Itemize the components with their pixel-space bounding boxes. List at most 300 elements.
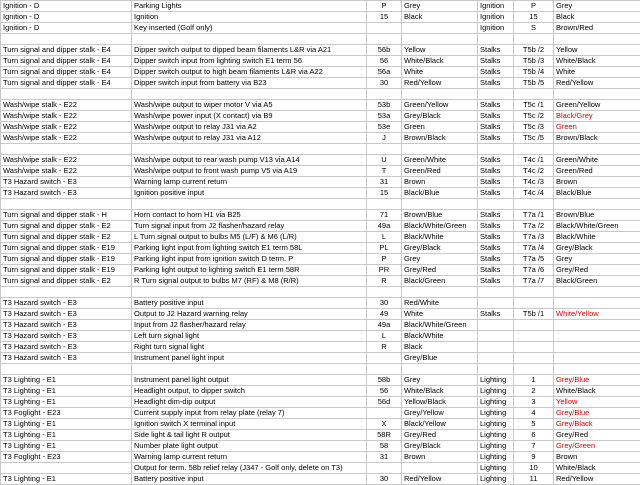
cell-description[interactable]: R Turn signal output to bulbs M7 (RF) & M8 (R/R) — [132, 276, 367, 287]
cell-description[interactable]: Right turn signal light — [132, 342, 367, 353]
cell-terminal[interactable]: 49a — [367, 221, 402, 232]
cell-terminal[interactable]: 56 — [367, 56, 402, 67]
cell-component[interactable]: T3 Lighting - E1 — [1, 397, 132, 408]
cell-pin[interactable]: T7a /6 — [514, 265, 554, 276]
cell-pin-color[interactable]: Grey — [554, 1, 640, 12]
cell-wire-color[interactable]: Grey/Blue — [402, 353, 478, 364]
cell-terminal[interactable]: 53b — [367, 100, 402, 111]
cell-wire-color[interactable]: Green/Yellow — [402, 100, 478, 111]
cell-pin[interactable]: T5c /1 — [514, 100, 554, 111]
cell-wire-color[interactable]: Green/White — [402, 155, 478, 166]
cell-description[interactable]: Parking Lights — [132, 1, 367, 12]
cell-pin-color[interactable]: Grey — [554, 254, 640, 265]
cell-pin-color[interactable]: Black/Green — [554, 276, 640, 287]
cell-description[interactable] — [132, 287, 367, 298]
cell-group[interactable]: Stalks — [478, 45, 514, 56]
cell-wire-color[interactable]: Red/Yellow — [402, 474, 478, 485]
cell-wire-color[interactable]: Brown — [402, 177, 478, 188]
cell-terminal[interactable]: 56a — [367, 67, 402, 78]
cell-group[interactable]: Lighting — [478, 463, 514, 474]
cell-group[interactable]: Stalks — [478, 155, 514, 166]
cell-group[interactable]: Lighting — [478, 430, 514, 441]
cell-wire-color[interactable]: White — [402, 67, 478, 78]
cell-description[interactable]: Dipper switch input from lighting switch E1 term 56 — [132, 56, 367, 67]
cell-description[interactable] — [132, 144, 367, 155]
cell-group[interactable] — [478, 342, 514, 353]
cell-group[interactable]: Stalks — [478, 221, 514, 232]
cell-wire-color[interactable]: Green/Red — [402, 166, 478, 177]
cell-pin-color[interactable]: Red/Yellow — [554, 474, 640, 485]
cell-description[interactable]: L Turn signal output to bulbs M5 (L/F) & M6 (L/R) — [132, 232, 367, 243]
cell-terminal[interactable]: 71 — [367, 210, 402, 221]
cell-component[interactable]: T3 Foglight - E23 — [1, 452, 132, 463]
cell-component[interactable]: T3 Hazard switch - E3 — [1, 177, 132, 188]
cell-terminal[interactable]: 56b — [367, 45, 402, 56]
cell-wire-color[interactable]: Black — [402, 12, 478, 23]
cell-wire-color[interactable]: Grey/Red — [402, 265, 478, 276]
cell-group[interactable] — [478, 89, 514, 100]
cell-component[interactable]: T3 Hazard switch - E3 — [1, 320, 132, 331]
cell-description[interactable]: Headlight output, to dipper switch — [132, 386, 367, 397]
cell-pin[interactable]: 10 — [514, 463, 554, 474]
cell-group[interactable]: Stalks — [478, 100, 514, 111]
cell-wire-color[interactable] — [402, 23, 478, 34]
cell-pin-color[interactable]: Grey/Blue — [554, 375, 640, 386]
cell-pin[interactable]: T4c /2 — [514, 166, 554, 177]
cell-pin[interactable]: T5b /1 — [514, 309, 554, 320]
cell-group[interactable]: Lighting — [478, 386, 514, 397]
cell-pin[interactable]: 11 — [514, 474, 554, 485]
cell-terminal[interactable]: 56d — [367, 397, 402, 408]
cell-component[interactable]: T3 Lighting - E1 — [1, 430, 132, 441]
cell-terminal[interactable]: PR — [367, 265, 402, 276]
cell-pin-color[interactable] — [554, 320, 640, 331]
cell-description[interactable]: Wash/wipe output to wiper motor V via A5 — [132, 100, 367, 111]
cell-pin-color[interactable]: Green/White — [554, 155, 640, 166]
cell-terminal[interactable]: 58 — [367, 441, 402, 452]
cell-wire-color[interactable]: Grey/Black — [402, 111, 478, 122]
cell-wire-color[interactable]: Grey/Black — [402, 243, 478, 254]
cell-pin[interactable]: T7a /1 — [514, 210, 554, 221]
cell-group[interactable]: Ignition — [478, 12, 514, 23]
cell-pin[interactable] — [514, 298, 554, 309]
cell-component[interactable]: Ignition - D — [1, 23, 132, 34]
cell-component[interactable]: Turn signal and dipper stalk - E2 — [1, 276, 132, 287]
cell-wire-color[interactable]: Brown/Black — [402, 133, 478, 144]
cell-component[interactable]: Wash/wipe stalk - E22 — [1, 111, 132, 122]
cell-pin[interactable]: T4c /3 — [514, 177, 554, 188]
cell-terminal[interactable] — [367, 144, 402, 155]
cell-pin-color[interactable]: Grey/Red — [554, 265, 640, 276]
cell-component[interactable]: T3 Lighting - E1 — [1, 474, 132, 485]
cell-group[interactable] — [478, 298, 514, 309]
cell-pin[interactable] — [514, 353, 554, 364]
cell-component[interactable] — [1, 463, 132, 474]
cell-terminal[interactable] — [367, 287, 402, 298]
cell-pin[interactable]: T7a /2 — [514, 221, 554, 232]
cell-pin[interactable] — [514, 331, 554, 342]
cell-pin-color[interactable]: Brown — [554, 177, 640, 188]
cell-pin-color[interactable] — [554, 89, 640, 100]
cell-description[interactable]: Headlight dim-dip output — [132, 397, 367, 408]
cell-wire-color[interactable] — [402, 287, 478, 298]
cell-group[interactable]: Stalks — [478, 232, 514, 243]
cell-pin[interactable]: 6 — [514, 430, 554, 441]
cell-group[interactable]: Stalks — [478, 166, 514, 177]
cell-pin-color[interactable]: Black/Grey — [554, 111, 640, 122]
cell-component[interactable]: Wash/wipe stalk - E22 — [1, 155, 132, 166]
cell-pin[interactable]: T5c /5 — [514, 133, 554, 144]
cell-pin[interactable]: 15 — [514, 12, 554, 23]
cell-wire-color[interactable]: Black/White — [402, 331, 478, 342]
cell-description[interactable]: Ignition — [132, 12, 367, 23]
cell-terminal[interactable]: 53e — [367, 122, 402, 133]
cell-wire-color[interactable] — [402, 364, 478, 375]
cell-pin[interactable] — [514, 199, 554, 210]
cell-pin-color[interactable] — [554, 364, 640, 375]
cell-description[interactable]: Ignition positive input — [132, 188, 367, 199]
cell-wire-color[interactable]: White — [402, 309, 478, 320]
cell-pin[interactable]: T7a /3 — [514, 232, 554, 243]
cell-terminal[interactable]: 15 — [367, 12, 402, 23]
cell-terminal[interactable]: 56 — [367, 386, 402, 397]
cell-pin-color[interactable] — [554, 34, 640, 45]
cell-component[interactable]: T3 Lighting - E1 — [1, 375, 132, 386]
cell-terminal[interactable]: 49a — [367, 320, 402, 331]
cell-pin[interactable]: T5c /3 — [514, 122, 554, 133]
cell-description[interactable]: Instrument panel light input — [132, 353, 367, 364]
cell-pin[interactable] — [514, 342, 554, 353]
cell-pin-color[interactable]: Grey/Black — [554, 243, 640, 254]
cell-component[interactable]: T3 Foglight - E23 — [1, 408, 132, 419]
cell-terminal[interactable] — [367, 364, 402, 375]
cell-pin[interactable]: T4c /1 — [514, 155, 554, 166]
cell-description[interactable]: Number plate light output — [132, 441, 367, 452]
cell-terminal[interactable]: T — [367, 166, 402, 177]
cell-pin[interactable]: T5b /5 — [514, 78, 554, 89]
cell-pin-color[interactable]: Green — [554, 122, 640, 133]
cell-pin-color[interactable]: Grey/Red — [554, 430, 640, 441]
cell-pin-color[interactable]: White/Black — [554, 463, 640, 474]
cell-group[interactable]: Lighting — [478, 408, 514, 419]
cell-wire-color[interactable]: Grey/Black — [402, 441, 478, 452]
cell-pin-color[interactable]: Brown/Blue — [554, 210, 640, 221]
cell-description[interactable]: Parking light input from ignition switch D term. P — [132, 254, 367, 265]
cell-terminal[interactable]: U — [367, 155, 402, 166]
cell-terminal[interactable]: L — [367, 331, 402, 342]
cell-description[interactable]: Dipper switch output to dipped beam filaments L&R via A21 — [132, 45, 367, 56]
cell-pin-color[interactable]: Brown/Black — [554, 133, 640, 144]
cell-wire-color[interactable] — [402, 89, 478, 100]
cell-terminal[interactable]: R — [367, 342, 402, 353]
cell-wire-color[interactable]: Red/Yellow — [402, 78, 478, 89]
cell-wire-color[interactable]: Yellow — [402, 45, 478, 56]
cell-group[interactable]: Stalks — [478, 309, 514, 320]
cell-pin-color[interactable]: Red/Yellow — [554, 78, 640, 89]
cell-group[interactable]: Lighting — [478, 375, 514, 386]
cell-component[interactable]: T3 Hazard switch - E3 — [1, 309, 132, 320]
cell-pin-color[interactable] — [554, 353, 640, 364]
cell-component[interactable]: Wash/wipe stalk - E22 — [1, 122, 132, 133]
cell-pin[interactable]: 7 — [514, 441, 554, 452]
cell-pin[interactable]: 4 — [514, 408, 554, 419]
cell-pin-color[interactable] — [554, 342, 640, 353]
cell-wire-color[interactable]: Brown — [402, 452, 478, 463]
cell-pin-color[interactable]: Brown — [554, 452, 640, 463]
cell-pin-color[interactable] — [554, 144, 640, 155]
cell-group[interactable]: Stalks — [478, 188, 514, 199]
cell-component[interactable] — [1, 144, 132, 155]
cell-wire-color[interactable]: Red/White — [402, 298, 478, 309]
cell-wire-color[interactable]: White/Black — [402, 386, 478, 397]
cell-component[interactable]: Turn signal and dipper stalk - E19 — [1, 254, 132, 265]
cell-pin-color[interactable]: Brown/Red — [554, 23, 640, 34]
cell-description[interactable]: Wash/wipe output to relay J31 via A2 — [132, 122, 367, 133]
cell-wire-color[interactable]: Brown/Blue — [402, 210, 478, 221]
cell-wire-color[interactable] — [402, 144, 478, 155]
cell-wire-color[interactable] — [402, 34, 478, 45]
cell-component[interactable]: Turn signal and dipper stalk - E4 — [1, 56, 132, 67]
cell-description[interactable] — [132, 364, 367, 375]
cell-pin[interactable] — [514, 364, 554, 375]
cell-pin[interactable]: 2 — [514, 386, 554, 397]
cell-pin-color[interactable]: White/Black — [554, 56, 640, 67]
cell-description[interactable]: Side light & tail light R output — [132, 430, 367, 441]
cell-description[interactable] — [132, 199, 367, 210]
cell-wire-color[interactable]: Grey/Yellow — [402, 408, 478, 419]
cell-wire-color[interactable]: Black/White/Green — [402, 320, 478, 331]
cell-description[interactable]: Dipper switch input from battery via B23 — [132, 78, 367, 89]
cell-terminal[interactable] — [367, 23, 402, 34]
cell-description[interactable]: Battery positive input — [132, 298, 367, 309]
cell-description[interactable]: Wash/wipe output to front wash pump V5 via A19 — [132, 166, 367, 177]
cell-group[interactable]: Lighting — [478, 452, 514, 463]
cell-terminal[interactable] — [367, 408, 402, 419]
cell-group[interactable]: Lighting — [478, 397, 514, 408]
cell-group[interactable] — [478, 34, 514, 45]
cell-terminal[interactable]: 31 — [367, 452, 402, 463]
cell-description[interactable]: Wash/wipe power input (X contact) via B9 — [132, 111, 367, 122]
cell-pin-color[interactable]: Green/Red — [554, 166, 640, 177]
cell-terminal[interactable]: PL — [367, 243, 402, 254]
cell-wire-color[interactable]: Grey/Red — [402, 430, 478, 441]
cell-component[interactable] — [1, 364, 132, 375]
cell-pin-color[interactable]: Grey/Green — [554, 441, 640, 452]
cell-pin-color[interactable]: Black/Blue — [554, 188, 640, 199]
cell-wire-color[interactable]: Black/Blue — [402, 188, 478, 199]
cell-description[interactable]: Key inserted (Golf only) — [132, 23, 367, 34]
cell-component[interactable]: Turn signal and dipper stalk - E4 — [1, 67, 132, 78]
cell-description[interactable] — [132, 34, 367, 45]
cell-description[interactable]: Wash/wipe output to relay J31 via A12 — [132, 133, 367, 144]
cell-terminal[interactable]: 58R — [367, 430, 402, 441]
cell-description[interactable]: Battery positive input — [132, 474, 367, 485]
cell-pin-color[interactable]: Grey/Blue — [554, 408, 640, 419]
cell-component[interactable]: Turn signal and dipper stalk - E4 — [1, 78, 132, 89]
cell-terminal[interactable] — [367, 34, 402, 45]
cell-component[interactable]: T3 Hazard switch - E3 — [1, 298, 132, 309]
cell-group[interactable] — [478, 320, 514, 331]
cell-pin-color[interactable]: White/Black — [554, 386, 640, 397]
cell-component[interactable] — [1, 34, 132, 45]
cell-pin-color[interactable]: Grey/Black — [554, 419, 640, 430]
cell-terminal[interactable]: 15 — [367, 188, 402, 199]
cell-group[interactable]: Ignition — [478, 23, 514, 34]
cell-pin[interactable]: 9 — [514, 452, 554, 463]
cell-group[interactable] — [478, 331, 514, 342]
cell-description[interactable] — [132, 89, 367, 100]
cell-description[interactable]: Dipper switch output to high beam filaments L&R via A22 — [132, 67, 367, 78]
cell-pin-color[interactable] — [554, 331, 640, 342]
cell-component[interactable]: T3 Lighting - E1 — [1, 419, 132, 430]
cell-component[interactable]: T3 Hazard switch - E3 — [1, 188, 132, 199]
cell-component[interactable]: Wash/wipe stalk - E22 — [1, 100, 132, 111]
cell-terminal[interactable]: 30 — [367, 298, 402, 309]
cell-component[interactable] — [1, 199, 132, 210]
cell-description[interactable]: Ignition switch X terminal input — [132, 419, 367, 430]
cell-component[interactable]: Turn signal and dipper stalk - E2 — [1, 232, 132, 243]
cell-wire-color[interactable] — [402, 199, 478, 210]
cell-group[interactable]: Stalks — [478, 243, 514, 254]
cell-group[interactable]: Lighting — [478, 419, 514, 430]
cell-pin[interactable]: T5b /4 — [514, 67, 554, 78]
cell-terminal[interactable]: L — [367, 232, 402, 243]
cell-pin-color[interactable] — [554, 287, 640, 298]
cell-group[interactable]: Stalks — [478, 67, 514, 78]
cell-terminal[interactable]: 49 — [367, 309, 402, 320]
cell-group[interactable]: Stalks — [478, 122, 514, 133]
cell-wire-color[interactable]: Grey — [402, 375, 478, 386]
cell-pin-color[interactable]: Green/Yellow — [554, 100, 640, 111]
cell-group[interactable]: Stalks — [478, 111, 514, 122]
cell-terminal[interactable]: 53a — [367, 111, 402, 122]
cell-terminal[interactable] — [367, 353, 402, 364]
cell-pin[interactable]: T5b /2 — [514, 45, 554, 56]
cell-terminal[interactable] — [367, 463, 402, 474]
cell-wire-color[interactable] — [402, 463, 478, 474]
cell-pin-color[interactable]: White — [554, 67, 640, 78]
cell-pin[interactable]: 5 — [514, 419, 554, 430]
cell-group[interactable]: Stalks — [478, 210, 514, 221]
cell-description[interactable]: Turn signal input from J2 flasher/hazard relay — [132, 221, 367, 232]
cell-terminal[interactable]: 30 — [367, 474, 402, 485]
cell-pin-color[interactable]: Black/White/Green — [554, 221, 640, 232]
cell-group[interactable] — [478, 199, 514, 210]
cell-component[interactable]: Ignition - D — [1, 12, 132, 23]
cell-description[interactable]: Horn contact to horn H1 via B25 — [132, 210, 367, 221]
cell-pin[interactable] — [514, 34, 554, 45]
cell-description[interactable]: Current supply input from relay plate (relay 7) — [132, 408, 367, 419]
cell-wire-color[interactable]: Grey — [402, 254, 478, 265]
cell-wire-color[interactable]: Black/Yellow — [402, 419, 478, 430]
cell-pin-color[interactable]: Black — [554, 12, 640, 23]
cell-description[interactable]: Left turn signal light — [132, 331, 367, 342]
cell-group[interactable]: Stalks — [478, 56, 514, 67]
cell-terminal[interactable] — [367, 89, 402, 100]
cell-pin[interactable] — [514, 144, 554, 155]
cell-component[interactable]: T3 Hazard switch - E3 — [1, 353, 132, 364]
cell-component[interactable]: Ignition - D — [1, 1, 132, 12]
cell-description[interactable]: Output to J2 Hazard warning relay — [132, 309, 367, 320]
cell-terminal[interactable]: 58b — [367, 375, 402, 386]
cell-group[interactable] — [478, 144, 514, 155]
cell-description[interactable]: Parking light output to lighting switch E1 term 58R — [132, 265, 367, 276]
cell-description[interactable]: Parking light input from lighting switch E1 term 58L — [132, 243, 367, 254]
cell-group[interactable]: Lighting — [478, 441, 514, 452]
cell-component[interactable] — [1, 89, 132, 100]
cell-component[interactable]: Turn signal and dipper stalk - H — [1, 210, 132, 221]
cell-group[interactable]: Stalks — [478, 276, 514, 287]
cell-description[interactable]: Output for term. 58b relief relay (J347 - Golf only, delete on T3) — [132, 463, 367, 474]
cell-component[interactable]: T3 Lighting - E1 — [1, 386, 132, 397]
cell-component[interactable]: Turn signal and dipper stalk - E2 — [1, 221, 132, 232]
cell-pin[interactable]: P — [514, 1, 554, 12]
cell-pin[interactable]: T7a /5 — [514, 254, 554, 265]
cell-group[interactable]: Stalks — [478, 177, 514, 188]
cell-wire-color[interactable]: Grey — [402, 1, 478, 12]
cell-wire-color[interactable]: Green — [402, 122, 478, 133]
cell-pin[interactable] — [514, 320, 554, 331]
cell-group[interactable] — [478, 364, 514, 375]
cell-wire-color[interactable]: White/Black — [402, 56, 478, 67]
cell-pin[interactable]: S — [514, 23, 554, 34]
cell-component[interactable]: Turn signal and dipper stalk - E19 — [1, 243, 132, 254]
cell-group[interactable]: Lighting — [478, 474, 514, 485]
cell-component[interactable]: Wash/wipe stalk - E22 — [1, 166, 132, 177]
cell-terminal[interactable]: X — [367, 419, 402, 430]
cell-description[interactable]: Warning lamp current return — [132, 452, 367, 463]
cell-component[interactable]: T3 Hazard switch - E3 — [1, 342, 132, 353]
cell-wire-color[interactable]: Black/Green — [402, 276, 478, 287]
cell-description[interactable]: Input from J2 flasher/hazard relay — [132, 320, 367, 331]
cell-group[interactable]: Stalks — [478, 78, 514, 89]
cell-pin[interactable]: T5b /3 — [514, 56, 554, 67]
cell-terminal[interactable]: 30 — [367, 78, 402, 89]
cell-terminal[interactable]: P — [367, 254, 402, 265]
cell-pin[interactable]: T5c /2 — [514, 111, 554, 122]
cell-pin[interactable]: T7a /4 — [514, 243, 554, 254]
cell-pin-color[interactable]: Yellow — [554, 45, 640, 56]
cell-terminal[interactable]: J — [367, 133, 402, 144]
cell-group[interactable] — [478, 353, 514, 364]
cell-component[interactable]: T3 Lighting - E1 — [1, 441, 132, 452]
cell-component[interactable]: T3 Hazard switch - E3 — [1, 331, 132, 342]
cell-wire-color[interactable]: Black/White/Green — [402, 221, 478, 232]
cell-pin[interactable] — [514, 287, 554, 298]
cell-pin-color[interactable]: Black/White — [554, 232, 640, 243]
cell-component[interactable] — [1, 287, 132, 298]
cell-wire-color[interactable]: Black — [402, 342, 478, 353]
cell-component[interactable]: Turn signal and dipper stalk - E19 — [1, 265, 132, 276]
cell-description[interactable]: Wash/wipe output to rear wash pump V13 via A14 — [132, 155, 367, 166]
cell-terminal[interactable]: R — [367, 276, 402, 287]
cell-pin-color[interactable]: White/Yellow — [554, 309, 640, 320]
cell-description[interactable]: Instrument panel light output — [132, 375, 367, 386]
cell-group[interactable]: Stalks — [478, 254, 514, 265]
cell-group[interactable] — [478, 287, 514, 298]
cell-component[interactable]: Turn signal and dipper stalk - E4 — [1, 45, 132, 56]
cell-group[interactable]: Ignition — [478, 1, 514, 12]
cell-group[interactable]: Stalks — [478, 133, 514, 144]
cell-pin[interactable]: 1 — [514, 375, 554, 386]
cell-pin[interactable]: T7a /7 — [514, 276, 554, 287]
cell-component[interactable]: Wash/wipe stalk - E22 — [1, 133, 132, 144]
cell-group[interactable]: Stalks — [478, 265, 514, 276]
cell-wire-color[interactable]: Yellow/Black — [402, 397, 478, 408]
cell-pin-color[interactable] — [554, 199, 640, 210]
cell-wire-color[interactable]: Black/White — [402, 232, 478, 243]
cell-pin-color[interactable] — [554, 298, 640, 309]
